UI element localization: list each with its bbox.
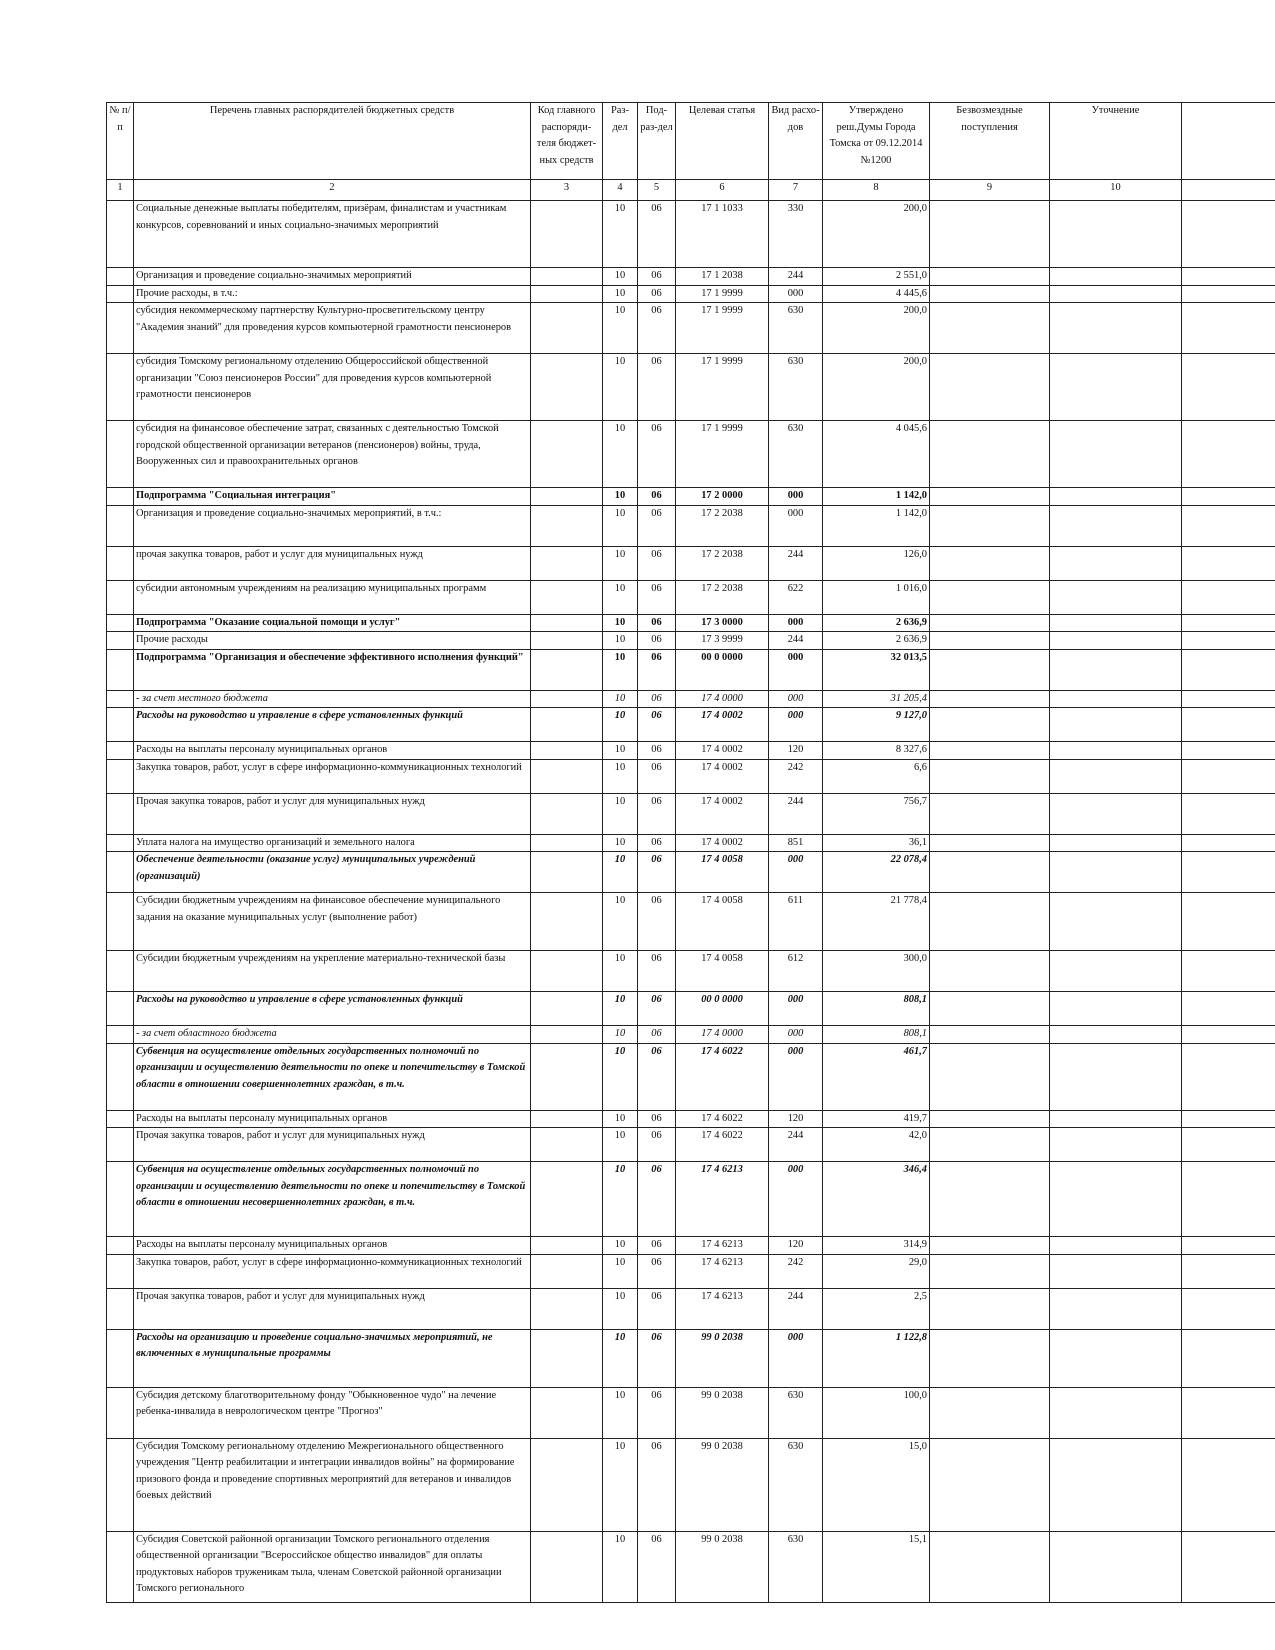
row-subsection: 06 [638,505,676,546]
row-section: 10 [603,1288,638,1329]
row-subsection: 06 [638,1254,676,1288]
row-expense-type: 630 [769,354,823,421]
row-expense-type: 000 [769,1329,823,1387]
row-section: 10 [603,708,638,742]
row-target-item: 17 1 9999 [676,354,769,421]
row-target-item: 99 0 2038 [676,1531,769,1602]
row-amount: 2 636,9 [823,632,930,650]
row-name: Социальные денежные выплаты победителям, призёрам, финалистам и участникам конкурсов, соревнований и иных социально-значимых мероприятий [134,201,531,268]
table-row [107,793,1275,834]
col-header-extra [1182,103,1275,180]
row-target-item: 17 4 6022 [676,1110,769,1128]
row-section: 10 [603,1329,638,1387]
row-name: Субсидии бюджетным учреждениям на финансовое обеспечение муниципального задания на оказание муниципальных услуг (выполнение работ) [134,893,531,951]
row-expense-type: 244 [769,268,823,286]
row-section: 10 [603,893,638,951]
row-section: 10 [603,1026,638,1044]
row-target-item: 17 1 9999 [676,285,769,303]
row-name: субсидия некоммерческому партнерству Культурно-просветительскому центру "Академия знаний" для проведения курсов компьютерной грамотности пенсионеров [134,303,531,354]
table-row [107,708,1275,742]
row-subsection: 06 [638,834,676,852]
row-amount: 31 205,4 [823,690,930,708]
budget-table [106,102,1275,1603]
row-name: Субвенция на осуществление отдельных государственных полномочий по организации и осуществлению деятельности по опеке и попечительству в Томской области в отношении совершеннолетних граждан, в т.ч. [134,1043,531,1110]
row-amount: 808,1 [823,1026,930,1044]
col-number: 1 [107,180,134,201]
row-name: Субсидия Томскому региональному отделению Межрегионального общественного учреждения "Центр реабилитации и интеграции инвалидов войны" на формирование призового фонда и проведение спортивных мероприятий для ветеранов и инвалидов боевых действий [134,1438,531,1531]
row-amount: 1 122,8 [823,1329,930,1387]
row-target-item: 17 1 2038 [676,268,769,286]
row-target-item: 17 4 6213 [676,1254,769,1288]
row-expense-type: 000 [769,649,823,690]
col-number: 4 [603,180,638,201]
row-name: Подпрограмма "Организация и обеспечение эффективного исполнения функций" [134,649,531,690]
row-section: 10 [603,1110,638,1128]
row-amount: 2 636,9 [823,614,930,632]
row-expense-type: 000 [769,708,823,742]
row-name: Субсидии бюджетным учреждениям на укрепление материально-технической базы [134,951,531,992]
row-target-item: 17 3 9999 [676,632,769,650]
row-expense-type: 611 [769,893,823,951]
row-amount: 8 327,6 [823,742,930,760]
table-row [107,834,1275,852]
row-subsection: 06 [638,1110,676,1128]
row-target-item: 17 4 0058 [676,951,769,992]
table-row [107,268,1275,286]
row-target-item: 99 0 2038 [676,1329,769,1387]
row-target-item: 99 0 2038 [676,1438,769,1531]
row-subsection: 06 [638,1387,676,1438]
row-target-item: 17 4 0000 [676,1026,769,1044]
row-target-item: 00 0 0000 [676,649,769,690]
row-target-item: 17 1 9999 [676,303,769,354]
col-header-admin-code: Код главного распоряди-теля бюджет-ных средств [531,103,603,180]
table-row [107,354,1275,421]
table-row [107,1387,1275,1438]
row-name: - за счет местного бюджета [134,690,531,708]
row-amount: 126,0 [823,546,930,580]
row-section: 10 [603,951,638,992]
row-target-item: 17 4 0002 [676,759,769,793]
row-section: 10 [603,632,638,650]
table-row [107,1026,1275,1044]
row-expense-type: 622 [769,580,823,614]
row-target-item: 17 4 6213 [676,1288,769,1329]
col-header-name: Перечень главных распорядителей бюджетных средств [134,103,531,180]
row-name: Закупка товаров, работ, услуг в сфере информационно-коммуникационных технологий [134,1254,531,1288]
row-section: 10 [603,834,638,852]
col-header-grants: Безвозмездные поступления [930,103,1050,180]
col-number: 2 [134,180,531,201]
row-subsection: 06 [638,1237,676,1255]
row-amount: 36,1 [823,834,930,852]
row-subsection: 06 [638,614,676,632]
row-expense-type: 612 [769,951,823,992]
row-expense-type: 000 [769,992,823,1026]
row-section: 10 [603,201,638,268]
row-target-item: 17 4 6022 [676,1128,769,1162]
column-number-row [107,180,1275,201]
row-subsection: 06 [638,649,676,690]
row-subsection: 06 [638,759,676,793]
row-subsection: 06 [638,580,676,614]
table-row [107,546,1275,580]
row-name: прочая закупка товаров, работ и услуг для муниципальных нужд [134,546,531,580]
row-subsection: 06 [638,1026,676,1044]
row-target-item: 17 4 0002 [676,742,769,760]
row-name: субсидии автономным учреждениям на реализацию муниципальных программ [134,580,531,614]
row-name: Уплата налога на имущество организаций и земельного налога [134,834,531,852]
table-row [107,649,1275,690]
table-row [107,1162,1275,1237]
row-section: 10 [603,1254,638,1288]
row-section: 10 [603,1387,638,1438]
col-number [1182,180,1275,201]
row-subsection: 06 [638,742,676,760]
row-expense-type: 000 [769,505,823,546]
row-expense-type: 000 [769,1162,823,1237]
col-number: 9 [930,180,1050,201]
table-row [107,580,1275,614]
table-row [107,285,1275,303]
row-target-item: 17 3 0000 [676,614,769,632]
col-header-target-item: Целевая статья [676,103,769,180]
row-amount: 346,4 [823,1162,930,1237]
row-expense-type: 630 [769,1531,823,1602]
row-section: 10 [603,303,638,354]
row-subsection: 06 [638,421,676,488]
col-header-approved: Утверждено реш.Думы Города Томска от 09.12.2014 №1200 [823,103,930,180]
row-subsection: 06 [638,1288,676,1329]
col-header-expense-type: Вид расхо-дов [769,103,823,180]
row-name: - за счет областного бюджета [134,1026,531,1044]
row-expense-type: 244 [769,1128,823,1162]
row-amount: 756,7 [823,793,930,834]
row-name: Прочая закупка товаров, работ и услуг для муниципальных нужд [134,793,531,834]
row-section: 10 [603,759,638,793]
table-row [107,1438,1275,1531]
row-subsection: 06 [638,1531,676,1602]
row-expense-type: 630 [769,421,823,488]
table-row [107,1110,1275,1128]
row-name: субсидия на финансовое обеспечение затрат, связанных с деятельностью Томской городской общественной организации ветеранов (пенсионеров) войны, труда, Вооруженных сил и правоохранительных органов [134,421,531,488]
row-target-item: 17 4 6022 [676,1043,769,1110]
table-row [107,1329,1275,1387]
row-name: Субвенция на осуществление отдельных государственных полномочий по организации и осуществлению деятельности по опеке и попечительству в Томской области в отношении несовершеннолетних граждан, в т.ч. [134,1162,531,1237]
row-amount: 4 445,6 [823,285,930,303]
row-subsection: 06 [638,793,676,834]
row-expense-type: 242 [769,759,823,793]
row-target-item: 17 4 0002 [676,708,769,742]
table-row [107,690,1275,708]
table-row [107,1254,1275,1288]
row-section: 10 [603,649,638,690]
col-number: 8 [823,180,930,201]
table-row [107,1043,1275,1110]
row-name: Организация и проведение социально-значимых мероприятий [134,268,531,286]
row-target-item: 17 4 6213 [676,1237,769,1255]
row-subsection: 06 [638,893,676,951]
row-subsection: 06 [638,690,676,708]
table-row [107,992,1275,1026]
row-amount: 2,5 [823,1288,930,1329]
row-subsection: 06 [638,951,676,992]
row-name: Прочая закупка товаров, работ и услуг для муниципальных нужд [134,1288,531,1329]
row-subsection: 06 [638,1043,676,1110]
row-expense-type: 000 [769,1026,823,1044]
row-amount: 808,1 [823,992,930,1026]
row-subsection: 06 [638,1438,676,1531]
col-number: 5 [638,180,676,201]
row-subsection: 06 [638,992,676,1026]
row-section: 10 [603,1128,638,1162]
row-expense-type: 630 [769,1387,823,1438]
row-target-item: 17 4 6213 [676,1162,769,1237]
row-amount: 21 778,4 [823,893,930,951]
row-subsection: 06 [638,546,676,580]
row-name: Организация и проведение социально-значимых мероприятий, в т.ч.: [134,505,531,546]
row-section: 10 [603,1162,638,1237]
row-section: 10 [603,852,638,893]
table-row [107,1128,1275,1162]
row-amount: 15,1 [823,1531,930,1602]
row-amount: 200,0 [823,354,930,421]
row-amount: 1 016,0 [823,580,930,614]
row-subsection: 06 [638,285,676,303]
table-row [107,488,1275,506]
col-number: 3 [531,180,603,201]
row-target-item: 17 2 2038 [676,546,769,580]
row-amount: 1 142,0 [823,505,930,546]
row-amount: 9 127,0 [823,708,930,742]
row-target-item: 17 4 0058 [676,852,769,893]
row-name: Прочие расходы [134,632,531,650]
row-subsection: 06 [638,488,676,506]
row-amount: 6,6 [823,759,930,793]
row-target-item: 17 4 0058 [676,893,769,951]
table-row [107,614,1275,632]
row-amount: 419,7 [823,1110,930,1128]
row-expense-type: 244 [769,632,823,650]
row-target-item: 17 1 9999 [676,421,769,488]
table-row [107,201,1275,268]
table-row [107,759,1275,793]
row-subsection: 06 [638,303,676,354]
row-section: 10 [603,546,638,580]
row-amount: 1 142,0 [823,488,930,506]
row-name: Подпрограмма "Социальная интеграция" [134,488,531,506]
row-amount: 15,0 [823,1438,930,1531]
row-target-item: 17 2 2038 [676,505,769,546]
row-amount: 32 013,5 [823,649,930,690]
row-expense-type: 244 [769,546,823,580]
row-name: Расходы на выплаты персоналу муниципальных органов [134,1110,531,1128]
row-expense-type: 242 [769,1254,823,1288]
row-expense-type: 630 [769,1438,823,1531]
row-expense-type: 244 [769,1288,823,1329]
row-section: 10 [603,690,638,708]
row-expense-type: 120 [769,1237,823,1255]
row-section: 10 [603,421,638,488]
row-amount: 461,7 [823,1043,930,1110]
col-header-section: Раз-дел [603,103,638,180]
row-section: 10 [603,580,638,614]
row-section: 10 [603,614,638,632]
row-name: Подпрограмма "Оказание социальной помощи и услуг" [134,614,531,632]
row-target-item: 00 0 0000 [676,992,769,1026]
row-name: Субсидия детскому благотворительному фонду "Обыкновенное чудо" на лечение ребенка-инвалида в неврологическом центре "Прогноз" [134,1387,531,1438]
row-expense-type: 851 [769,834,823,852]
row-expense-type: 000 [769,852,823,893]
table-row [107,951,1275,992]
row-amount: 300,0 [823,951,930,992]
row-section: 10 [603,992,638,1026]
row-amount: 2 551,0 [823,268,930,286]
row-target-item: 17 4 0002 [676,793,769,834]
row-name: Субсидия Советской районной организации Томского регионального отделения общественной организации "Всероссийское общество инвалидов" для оплаты продуктовых наборов труженикам тыла, членам Советской районной организации Томского регионального [134,1531,531,1602]
table-row [107,893,1275,951]
row-expense-type: 120 [769,1110,823,1128]
table-row [107,1237,1275,1255]
row-target-item: 99 0 2038 [676,1387,769,1438]
row-target-item: 17 1 1033 [676,201,769,268]
row-subsection: 06 [638,708,676,742]
table-row [107,505,1275,546]
col-header-clarification: Уточнение [1050,103,1182,180]
row-expense-type: 000 [769,690,823,708]
row-amount: 200,0 [823,303,930,354]
row-subsection: 06 [638,1162,676,1237]
row-name: Расходы на выплаты персоналу муниципальных органов [134,1237,531,1255]
table-row [107,1531,1275,1602]
row-expense-type: 244 [769,793,823,834]
row-name: Прочая закупка товаров, работ и услуг для муниципальных нужд [134,1128,531,1162]
row-expense-type: 120 [769,742,823,760]
row-name: Прочие расходы, в т.ч.: [134,285,531,303]
row-amount: 200,0 [823,201,930,268]
row-name: Закупка товаров, работ, услуг в сфере информационно-коммуникационных технологий [134,759,531,793]
row-expense-type: 000 [769,614,823,632]
table-row [107,303,1275,354]
row-section: 10 [603,354,638,421]
row-subsection: 06 [638,268,676,286]
row-target-item: 17 4 0000 [676,690,769,708]
row-target-item: 17 2 2038 [676,580,769,614]
row-expense-type: 330 [769,201,823,268]
col-number: 6 [676,180,769,201]
row-section: 10 [603,505,638,546]
row-name: Расходы на организацию и проведение социально-значимых мероприятий, не включенных в муниципальные программы [134,1329,531,1387]
row-subsection: 06 [638,1128,676,1162]
row-expense-type: 000 [769,285,823,303]
table-row [107,632,1275,650]
budget-sheet [106,102,1275,1603]
row-section: 10 [603,285,638,303]
row-amount: 4 045,6 [823,421,930,488]
row-name: Расходы на руководство и управление в сфере установленных функций [134,992,531,1026]
row-section: 10 [603,1237,638,1255]
table-row [107,852,1275,893]
table-row [107,1288,1275,1329]
row-name: субсидия Томскому региональному отделению Общероссийской общественной организации "Союз пенсионеров России" для проведения курсов компьютерной грамотности пенсионеров [134,354,531,421]
row-amount: 29,0 [823,1254,930,1288]
row-amount: 42,0 [823,1128,930,1162]
row-section: 10 [603,1438,638,1531]
row-subsection: 06 [638,354,676,421]
row-name: Расходы на выплаты персоналу муниципальных органов [134,742,531,760]
row-subsection: 06 [638,1329,676,1387]
header-row [107,103,1275,180]
row-expense-type: 630 [769,303,823,354]
row-section: 10 [603,1043,638,1110]
row-target-item: 17 4 0002 [676,834,769,852]
table-row [107,742,1275,760]
col-number: 7 [769,180,823,201]
row-subsection: 06 [638,852,676,893]
row-section: 10 [603,793,638,834]
row-target-item: 17 2 0000 [676,488,769,506]
row-amount: 314,9 [823,1237,930,1255]
row-subsection: 06 [638,632,676,650]
row-section: 10 [603,742,638,760]
row-name: Обеспечение деятельности (оказание услуг) муниципальных учреждений (организаций) [134,852,531,893]
row-section: 10 [603,1531,638,1602]
row-section: 10 [603,268,638,286]
row-name: Расходы на руководство и управление в сфере установленных функций [134,708,531,742]
col-header-subsection: Под-раз-дел [638,103,676,180]
row-amount: 100,0 [823,1387,930,1438]
row-expense-type: 000 [769,488,823,506]
row-expense-type: 000 [769,1043,823,1110]
col-header-number: № п/п [107,103,134,180]
row-amount: 22 078,4 [823,852,930,893]
table-row [107,421,1275,488]
col-number: 10 [1050,180,1182,201]
row-section: 10 [603,488,638,506]
row-subsection: 06 [638,201,676,268]
